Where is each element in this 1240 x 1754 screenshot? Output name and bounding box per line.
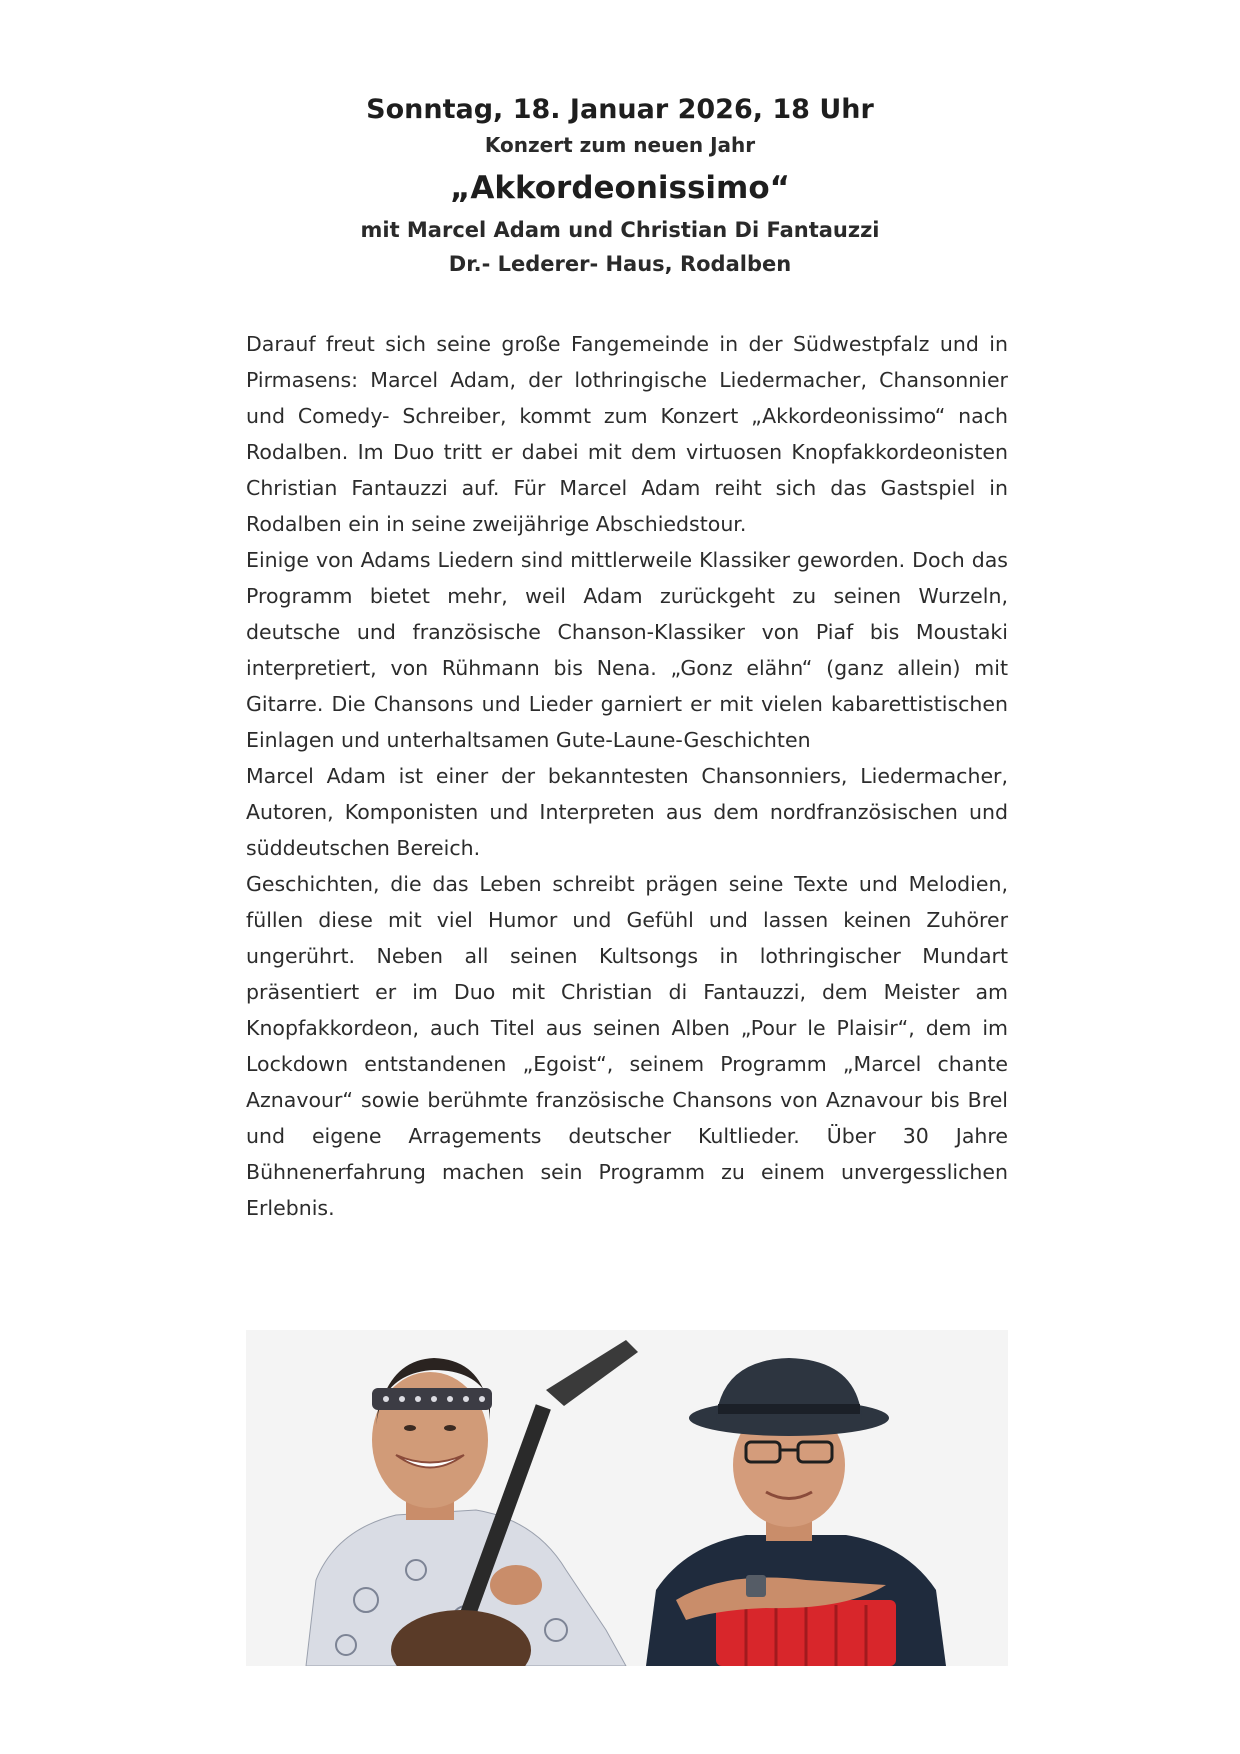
event-header (0, 92, 1240, 280)
watch (746, 1575, 766, 1597)
event-title: „Akkordeonissimo“ (449, 170, 791, 206)
artists-photo (246, 1330, 1008, 1666)
artists-photo-illustration (246, 1330, 1008, 1666)
event-subtitle: Konzert zum neuen Jahr (484, 133, 756, 157)
article-body (246, 326, 1008, 1226)
article-paragraph: Darauf freut sich seine große Fangemeinde in der Südwestpfalz und in Pirmasens: Marcel Adam, der lothringische Liedermacher, Chansonnier und Comedy- Schreiber, kommt zum Konzert „Akkordeonissimo“ nach Rodalben. Im Duo tritt er dabei mit dem virtuosen Knopfakkordeonisten Christian Fantauzzi auf. Für Marcel Adam reiht sich das Gastspiel in Rodalben ein in seine zweijährige Abschiedstour. (246, 332, 1008, 536)
article-paragraph: Marcel Adam ist einer der bekanntesten Chansonniers, Liedermacher, Autoren, Komponisten und Interpreten aus dem nordfranzösischen und süddeutschen Bereich. (246, 764, 1008, 860)
event-venue: Dr.- Lederer- Haus, Rodalben (448, 252, 792, 276)
article-paragraph: Einige von Adams Liedern sind mittlerweile Klassiker geworden. Doch das Programm bietet mehr, weil Adam zurückgeht zu seinen Wurzeln, deutsche und französische Chanson-Klassiker von Piaf bis Moustaki interpretiert, von Rühmann bis Nena. „Gonz elähn“ (ganz allein) mit Gitarre. Die Chansons und Lieder garniert er mit vielen kabarettistischen Einlagen und unterhaltsamen Gute-Laune-Geschichten (246, 548, 1008, 752)
hat-band (718, 1404, 860, 1414)
event-date: Sonntag, 18. Januar 2026, 18 Uhr (366, 94, 874, 125)
left-musician-hand (490, 1565, 542, 1605)
article-paragraph: Geschichten, die das Leben schreibt prägen seine Texte und Melodien, füllen diese mit viel Humor und Gefühl und lassen keinen Zuhörer ungerührt. Neben all seinen Kultsongs in lothringischer Mundart präsentiert er im Duo mit Christian di Fantauzzi, dem Meister am Knopfakkordeon, auch Titel aus seinen Alben „Pour le Plaisir“, dem im Lockdown entstandenen „Egoist“, seinem Programm „Marcel chante Aznavour“ sowie berühmte französische Chansons von Aznavour bis Brel und eigene Arragements deutscher Kultlieder. Über 30 Jahre Bühnenerfahrung machen sein Programm zu einem unvergesslichen Erlebnis. (246, 872, 1008, 1220)
event-artists: mit Marcel Adam und Christian Di Fantauzzi (360, 218, 880, 242)
